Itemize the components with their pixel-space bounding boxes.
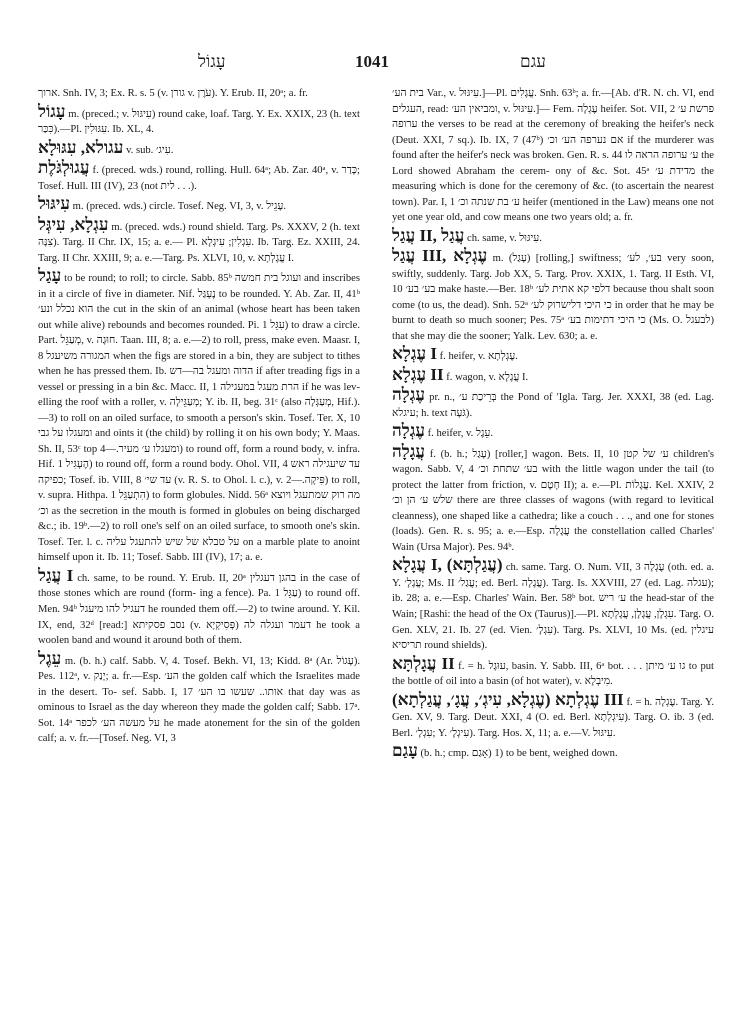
entry-headword: עֲגַל III, עֶגְלָא — [392, 246, 488, 266]
entry-text-line: elling the roof with a roller, v. מְעַגֵּילָה; Y. ib. II, beg. 31ᶜ — [38, 397, 278, 409]
entry-text-line: ing a fence). — [199, 588, 255, 600]
entry-text-line: דתימות בע׳ (Ms. O. לבעגל) that she may die the sooner; — [392, 315, 714, 342]
entry-text-line: the Wain; [Rashi: the head of the Ox (Taurus)].—Pl. עִגְלָן, — [392, 593, 714, 620]
page-number: 1041 — [355, 52, 389, 71]
entry-text-line: Targ. Is. XXVIII, 27 (ed. Lag. עגלה); ib. 28; a. e.—Esp. — [392, 577, 714, 605]
entry-text-line: עֲגָלָן, עֲגָלְתָא. Targ. O. Gen. XLV, 21. Ib. 27 (ed. Vien. עִגְלָ׳). — [392, 608, 714, 636]
entry-text-line: (IV), 17; a. e. — [205, 552, 263, 564]
entry-headword: עָגַל — [38, 266, 62, 286]
entry-text-line: בית הע׳ Var., v. עִיגּוּל.]—Pl. עֲגָלִים. Snh. 63ᵇ; a. fr.—[Ab. — [392, 88, 631, 99]
entry-text-line: (b. h.; cmp. אָגַם) 1) to be bent, weighed down. — [420, 748, 618, 760]
entry-text-line: a woolen band and wound it around both of them. — [38, 619, 360, 647]
dictionary-entry — [38, 86, 360, 102]
entry-text-line: f. (preced. wds.) round, rolling. — [92, 165, 227, 177]
entry-text-line: f. = h. — [626, 696, 653, 708]
entry-text-line: VII, 4 עד שיעגילה ראש כפיקה; Tosef. ib. VIII, 8 עד שי׳ — [38, 459, 360, 486]
entry-text-line: Tosef. Ter. l. c. על טבלא של שיש להתעגל עליה on a marble — [38, 536, 295, 548]
entry-text-line: f. heifer, v. עֶגְלְתָא. — [439, 351, 518, 363]
entry-text-line: m. (עָגַל) [rolling,] swiftness; בע׳, לע׳ — [492, 253, 662, 265]
dictionary-entry — [392, 366, 714, 386]
dictionary-entry — [38, 567, 360, 649]
dictionary-entry — [392, 443, 714, 556]
entry-text-line: שמתעגל ויוצא וכ׳ as the secretion in the mouth is formed — [38, 490, 329, 517]
entry-text-line: ony of &c. Sot. 45ᵃ מדידת ע׳ the measuring which is — [392, 165, 714, 193]
entry-text-line: ונע׳ the cut in the skin of an animal (whose heart has been — [38, 304, 334, 316]
entry-text-line: sef. Sabb. I, 17 אותו.. שעשו בו הע׳ that day was as ominous — [38, 686, 360, 714]
dictionary-entry — [392, 86, 714, 226]
dictionary-entry — [38, 159, 360, 194]
entry-headword: עֲגָלְתָּא II — [392, 653, 455, 673]
entry-text-line: ע׳ ערופה הראה לו the Lord showed Abraham the cerem- — [392, 150, 714, 177]
entry-text-line: to Israel as the day whereon they made the golden calf; — [77, 702, 315, 714]
entry-text-line: read at the ceremony of breaking the heifer's neck (Deut. — [392, 119, 714, 146]
entry-headword: עֶגְלָה — [392, 421, 425, 441]
entry-headword: עָגוֹל — [38, 101, 66, 121]
entry-text-line: a. fr. — [288, 88, 308, 99]
entry-text-line: oints it (the child) by rolling it on his own body; Y. — [113, 428, 332, 440]
entry-text-line: Y. Ex. XXIX, 23 (h. text כִּכַּר).—Pl. עִגּוּלִין. Ib. XL, 4. — [38, 108, 360, 136]
dictionary-entry — [38, 216, 360, 267]
entry-text-line: rounded them off.—2) to twine around. Y. Kil. IX, end, — [38, 603, 360, 631]
entry-text-line: friction, v. חָטֶם II); a. e.—Pl. עֲגָלוֹת. Kel. XXIV, 2 שלש — [432, 479, 714, 507]
entry-text-line: עֶגְלָה. Targ. Y. Gen. XV, 9. Targ. Deut. XXI, 4 (O. ed. — [392, 696, 714, 724]
dictionary-entry — [392, 227, 714, 247]
entry-text-line: (v. R. S. to Ohol. l. c.), v. פִּיקָה.—2) to roll, v. supra. — [38, 474, 360, 502]
entry-text-line: 32ᵈ [read:] נסב פסקיתא (v. פְּסִיקְיָא) דעמר ועגלה לה he took — [80, 619, 351, 631]
entry-text-line: III, 8; a. e.—2) to roll, press, make even. Maasr. I, 8 — [38, 335, 360, 362]
entry-headword: עֲגַל II, עֲגַל — [392, 225, 465, 245]
entry-text-line: the little wagon under the tail (to protect the latter from — [392, 464, 714, 491]
entry-text-line: דעגלין in the case of those stones which are round (form- — [38, 572, 360, 600]
entry-text-line: Law) means one not yet one year old, and cow means — [392, 196, 714, 224]
entry-text-line: done for the ceremony of &c. (to ascertain the nearest — [479, 181, 714, 193]
entry-text-line: Nif. נֶעְגַּל to be rounded. Y. Ab. Zar. II, 41ᵇ הוא נכלל — [56, 288, 360, 316]
entry-text-line: Kidd. 8ᵃ (Ar. עָגוֹל). Pes. 112ᵃ, v. יָנַק; a. fr.—Esp. הע׳ the — [38, 655, 360, 683]
entry-text-line: hot water), v. מִיבְלָא. — [526, 676, 613, 688]
entry-text-line: may be burnt to death so much sooner; Pes. 75ᵃ כי היכי — [392, 299, 714, 327]
entry-text-line: m. (preced.; v. עִיגּוּל) round cake, loaf. Targ. — [68, 108, 254, 120]
entry-headword: עֲגַל I — [38, 565, 74, 585]
entry-text-line: ארוך. Snh. IV, 3; Ex. R. s. 5 (v. גורן v. עֹרֶן). Y. Erub. II, 20ᵃ; — [38, 88, 287, 99]
entry-text-line: בית חמשה and inscribes in it a circle of five in diameter. — [38, 273, 360, 300]
entry-text-line: . . . גו ע׳ מיתן to put the bottle of oil into a basin (of — [392, 660, 714, 688]
entry-text-line: Charles' Wain. Ber. 58ᵇ bot. ע׳ ריש the head-star of — [474, 593, 698, 605]
entry-headword: עֶגְלְתָא (עֶגְלָא, עִיגְ׳, עֲגָ׳, עֲגַלְתָא) III — [392, 689, 624, 709]
entry-text-line: Targ. Hos. X, 11; a. e.—V. עִיגּוּל. — [477, 727, 616, 739]
entry-text-line: המגורה משיעגל when the figs are stored in a bin, they — [46, 350, 275, 362]
entry-text-line: Pi. עִגֵּל 1) to draw a circle. Part. מְעַגֵּל, v. חוּגָה. Taan. — [38, 319, 360, 347]
entry-text-line: a. e.—Esp. עֲגָלָה the constellation called Charles' Wain — [392, 526, 714, 553]
entry-headword: עֲגָלָה — [392, 441, 425, 461]
entry-text-line: Ps. XXXV, 2 (h. text צִנָּה). Targ. II Chr. IX, 15; a. e.— — [38, 221, 360, 249]
entry-text-line: Sabb. 17ᵃ. Sot. 14ᵃ על מעשה הע׳ לכפר he made atonement — [38, 702, 360, 729]
entry-text-line: are subject to tithes when he has pressed them. Ib. הדוה — [38, 350, 360, 378]
entry-text-line: Hull. 64ᵃ; Ab. Zar. 40ᵃ, v. כָּדַר; Tosef. Hull. III (IV), 23 — [38, 165, 360, 192]
dictionary-entry — [392, 556, 714, 653]
entry-text-line: f. heifer, v. עֵגֶל. — [427, 428, 494, 440]
entry-headword: עֶגְלָא II — [392, 364, 444, 384]
entry-text-line: ch. same, v. עִיגּוּל. — [467, 232, 542, 244]
entry-text-line: town). Par. I, 1 ע׳ בת שנתה וכ׳ heifer (mentioned in the — [392, 196, 625, 208]
page-header — [0, 52, 750, 78]
entry-text-line: golden calf which the Israelites made in the desert. To- — [38, 671, 360, 698]
dictionary-entry — [392, 345, 714, 365]
entry-text-line: Hif. הֶעְגִּיל 1) to round off, form a round body. Ohol. — [38, 459, 260, 471]
entry-text-line: very soon, swiftly, suddenly. Targ. Job XX, 5. Targ. Prov. — [392, 253, 714, 280]
entry-text-line: Pa. עַגֵּל 1) to round off. Men. 94ᵇ דעגיל להו מיעגל he — [38, 588, 360, 615]
entry-text-line: f. (b. h.; עָגַל) [roller,] wagon. Bets. II, 10 ע׳ — [429, 448, 669, 460]
entry-headword: עגולא, עִגּוּלָא — [38, 137, 124, 157]
entry-text-line: form a round body, v. infra. — [242, 443, 360, 455]
entry-text-line: for the sin of the golden calf; a. v. fr.—[Tosef. Neg. VI, 3 — [38, 717, 360, 745]
entry-text-line: one two years old; a. fr. — [533, 212, 633, 224]
entry-text-line: VII, 3 עֶגְלָה (oth. ed. a. Y. עֲגָלָ׳; Ms. II עֲגַל׳; ed. Berl. עֲגָלָה). — [392, 562, 714, 589]
entry-text-line: 18ᵇ דלפי קא אתית לע׳ because thou shalt soon come (to us, — [392, 284, 714, 311]
entry-headword: עֶגְלָא I — [392, 344, 437, 364]
entry-text-line: f. wagon, v. עֲגָלָא I. — [446, 371, 529, 383]
entry-text-line: m. (b. h.) calf. Sabb. V, 4. Tosef. Bekh. VI, 13; — [64, 655, 273, 667]
dictionary-entry — [38, 195, 360, 215]
entry-text-line: (Ursa Major). Pes. 94ᵇ. — [416, 541, 515, 553]
entry-text-line: Hithpa. הִתְעַגֵּל 1) to form globules. Nidd. 56ᵃ מה רוק — [76, 490, 360, 502]
dictionary-entry — [38, 103, 360, 138]
entry-headword: עֶגְלָה — [392, 385, 425, 405]
entry-text-line: Fem. עֶגְלָה heifer. Sot. VII, 2 פרשת ע׳ ערופה the verses to be — [392, 103, 714, 131]
entry-text-line: f. = h. עוּגָל, basin. Y. Sabb. III, 6ᵃ bot. — [458, 660, 624, 672]
entry-text-line: Maas. Sh. II, 53ᶜ top ומעגלו ע׳ מעיר.—4) to round off, — [38, 428, 360, 455]
entry-text-line: in globules on being discharged &c.; ib. 19ᵇ.—2) to roll — [38, 505, 360, 533]
entry-text-line: ch. same, to be round. Y. Erub. II, 20ᵃ בהגן — [77, 572, 297, 584]
entry-text-line: to be round; to roll; to circle. Sabb. 85ᵇ ועוגל — [64, 273, 302, 285]
left-column — [38, 86, 360, 1011]
entry-text-line: Yalk. Lev. 630; a. e. — [512, 330, 598, 342]
entry-headword: עֵגֶל — [38, 648, 62, 668]
entry-text-line: ומעגל בה—דש if after treading figs in a vessel or pressing — [38, 366, 360, 393]
dictionary-entry — [392, 386, 714, 421]
entry-text-line: (not לית . . .). — [140, 180, 197, 192]
entry-text-line: was found after the heifer's neck was broken. Gen. R. s. 44 — [392, 134, 714, 162]
entry-headword: עִגְלָא, עִיגְּל — [38, 214, 109, 234]
entry-text-line: the dead). Snh. 52ᵃ כי היכי דלישרוק לע׳ in order that he — [447, 299, 680, 311]
entry-text-line: v. sub. עִיג׳. — [126, 144, 174, 156]
header-left-catchword: עָגוֹל — [198, 52, 226, 71]
entry-text-line: Pl. עִגְלִין; עִיגְלָא. Ib. Targ. Ez. XXIII, 24. Targ. II Chr. — [38, 237, 360, 264]
header-right-catchword: עגם — [520, 52, 546, 71]
entry-text-line: ch. same. Targ. O. Num. — [505, 562, 612, 574]
entry-text-line: plate to anoint himself upon it. Ib. 11; Tosef. Sabb. III — [38, 536, 360, 564]
entry-headword: עִיגּוּל — [38, 194, 70, 214]
entry-text-line: m. (preced. wds.) circle. Tosef. Neg. VI, 3, v. עָגֵיל. — [72, 201, 287, 213]
entry-text-line: taken out while alive) rebounds and becomes rounded. — [38, 304, 360, 331]
dictionary-entry — [38, 139, 360, 159]
dictionary-entry — [392, 742, 714, 762]
entry-text-line: של קטן children's wagon. Sabb. V, 4 בע׳ שתחת וכ׳ with — [392, 448, 714, 476]
dictionary-entry — [392, 655, 714, 690]
entry-text-line: to levitical cleanness), one shaped like a cathedra; like — [392, 495, 714, 522]
dictionary-entry — [392, 422, 714, 442]
entry-text-line: m. (preced. wds.) round shield. Targ. — [111, 221, 269, 233]
entry-text-line: Targ. Ps. XLVI, 10 Ms. (ed. עיגלין תריסיא round shields). — [392, 624, 714, 652]
entry-text-line: XXI, 7 sq.). Ib. IX, 7 (47ᵇ) אם נערפה הע׳ וכ׳ if the murderer — [422, 134, 694, 146]
entry-text-line: a couch . . ., and one for stones (loads). Gen. R. s. 95; — [392, 510, 714, 538]
entry-text-line: XXIII, 9; a. e.—Targ. Ps. XLVI, 10, v. עֲגָלְתָא I. — [92, 252, 294, 264]
dictionary-entry — [392, 247, 714, 344]
entry-text-line: XXXI, 38 (ed. Lag. עיגלא; h. text גֹּעָה). — [392, 392, 714, 419]
entry-text-line: pr. n., בְּרֵיכַת ע׳ the Pond of 'Igla. Targ. Jer. — [429, 392, 623, 404]
entry-text-line: d'R. N. ch. VI, end העגלים, read: ומביאין הע׳, v. עִיגּוּל.]— — [392, 88, 714, 115]
dictionary-entry — [392, 691, 714, 742]
entry-headword: עֲגָלָא I, (עֲגַלְתָּא) — [392, 555, 503, 575]
entry-text-line: in a bin &c. Macc. II, 1 הרת מעגל במעגילה if he was lev- — [116, 381, 360, 393]
entry-text-line: a person's skin. Tosef. Ter. X, 10 ומעגלו על גבי and — [38, 412, 360, 440]
entry-headword: עֲגוּלְגֹּלֶת — [38, 158, 90, 178]
entry-text-line: one's self on an oiled surface, to smooth one's skin. — [140, 521, 360, 533]
entry-headword: עָגַם — [392, 741, 418, 761]
entry-text-line: ע׳ הן וכ׳ there are three classes of wagons (with regard — [392, 495, 663, 507]
entry-text-line: (also מְעַגְּלָה, Hif.).—3) to roll on an oiled surface, to smooth — [38, 397, 360, 424]
right-column — [392, 86, 714, 1011]
dictionary-entry — [38, 650, 360, 747]
dictionary-entry — [38, 267, 360, 566]
entry-text-line: Berl. עִיגְלְתָא). Targ. O. ib. 3 (ed. Berl. עִגְלָ׳; Y. עִיגְלָ׳). — [392, 712, 714, 739]
entry-text-line: XXIX, 1. Targ. II Esth. VI, 10 בע׳ בע׳ make haste.—Ber. — [392, 268, 714, 296]
